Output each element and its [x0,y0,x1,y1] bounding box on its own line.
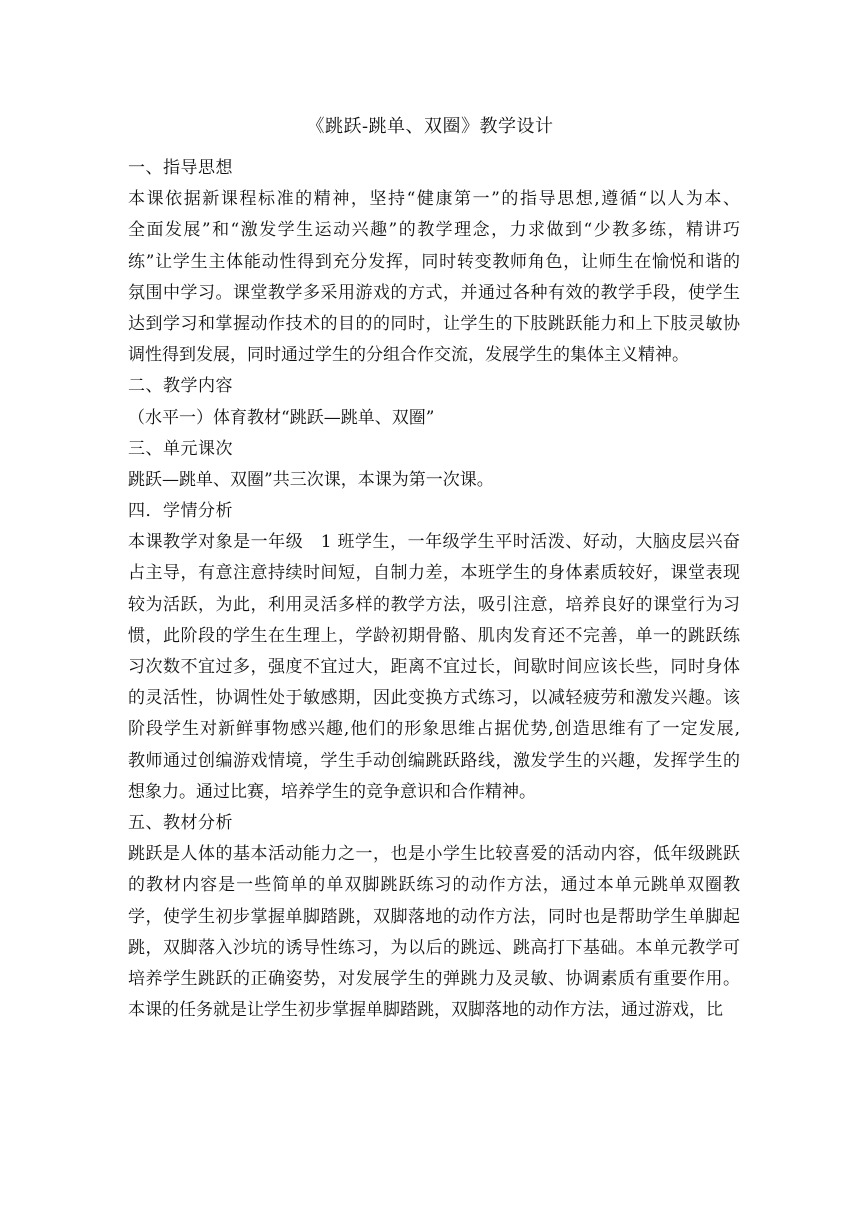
paragraph-line: 本课教学对象是一年级 1 班学生，一年级学生平时活泼、好动，大脑皮层兴奋 [128,532,740,553]
section-heading: 二、教学内容 [128,376,233,397]
paragraph-line: 占主导，有意注意持续时间短，自制力差，本班学生的身体素质较好，课堂表现 [128,563,740,584]
paragraph-line: 的教材内容是一些简单的单双脚跳跃练习的动作方法，通过本单元跳单双圈教 [128,875,740,896]
paragraph-line: 跳跃—跳单、双圈”共三次课，本课为第一次课。 [128,469,494,490]
document-body [128,153,740,1026]
paragraph-line: 全面发展”和“激发学生运动兴趣”的教学理念，力求做到“少教多练，精讲巧 [128,220,740,241]
paragraph-line: 练”让学生主体能动性得到充分发挥，同时转变教师角色，让师生在愉悦和谐的 [128,251,740,272]
document-title: 《跳跃-跳单、双圈》教学设计 [306,116,554,137]
paragraph-line: 培养学生跳跃的正确姿势，对发展学生的弹跳力及灵敏、协调素质有重要作用。 [128,968,740,989]
paragraph-line: 本课依据新课程标准的精神，坚持“健康第一”的指导思想,遵循“以人为本、 [128,189,740,210]
paragraph-line: 跳跃是人体的基本活动能力之一，也是小学生比较喜爱的活动内容，低年级跳跃 [128,844,740,865]
paragraph-line: 达到学习和掌握动作技术的目的的同时，让学生的下肢跳跃能力和上下肢灵敏协 [128,313,740,334]
paragraph-line: 习次数不宜过多，强度不宜过大，距离不宜过长，间歇时间应该长些，同时身体 [128,657,740,677]
section-heading: 一、指导思想 [128,158,233,178]
paragraph-line: 阶段学生对新鲜事物感兴趣,他们的形象思维占据优势,创造思维有了一定发展, [128,719,740,740]
section-heading: 四．学情分析 [128,501,233,522]
section-heading: 五、教材分析 [128,812,233,833]
paragraph-line: 的灵活性，协调性处于敏感期，因此变换方式练习，以减轻疲劳和激发兴趣。该 [128,688,740,709]
paragraph-line: 较为活跃，为此，利用灵活多样的教学方法，吸引注意，培养良好的课堂行为习 [128,594,740,615]
paragraph-line: （水平一）体育教材“跳跃—跳单、双圈” [128,407,435,428]
paragraph-line: 想象力。通过比赛，培养学生的竞争意识和合作精神。 [128,781,536,802]
paragraph-line: 跳，双脚落入沙坑的诱导性练习，为以后的跳远、跳高打下基础。本单元教学可 [128,937,740,958]
paragraph-line: 教师通过创编游戏情境，学生手动创编跳跃路线，激发学生的兴趣，发挥学生的 [128,750,740,771]
paragraph-line: 本课的任务就是让学生初步掌握单脚踏跳，双脚落地的动作方法，通过游戏，比 [128,1000,723,1021]
paragraph-line: 氛围中学习。课堂教学多采用游戏的方式，并通过各种有效的教学手段，使学生 [128,282,740,303]
paragraph-line: 惯，此阶段的学生在生理上，学龄初期骨骼、肌肉发育还不完善，单一的跳跃练 [128,625,740,646]
paragraph-line: 学，使学生初步掌握单脚踏跳，双脚落地的动作方法，同时也是帮助学生单脚起 [128,906,740,927]
section-heading: 三、单元课次 [128,438,233,459]
paragraph-line: 调性得到发展，同时通过学生的分组合作交流，发展学生的集体主义精神。 [128,345,689,366]
